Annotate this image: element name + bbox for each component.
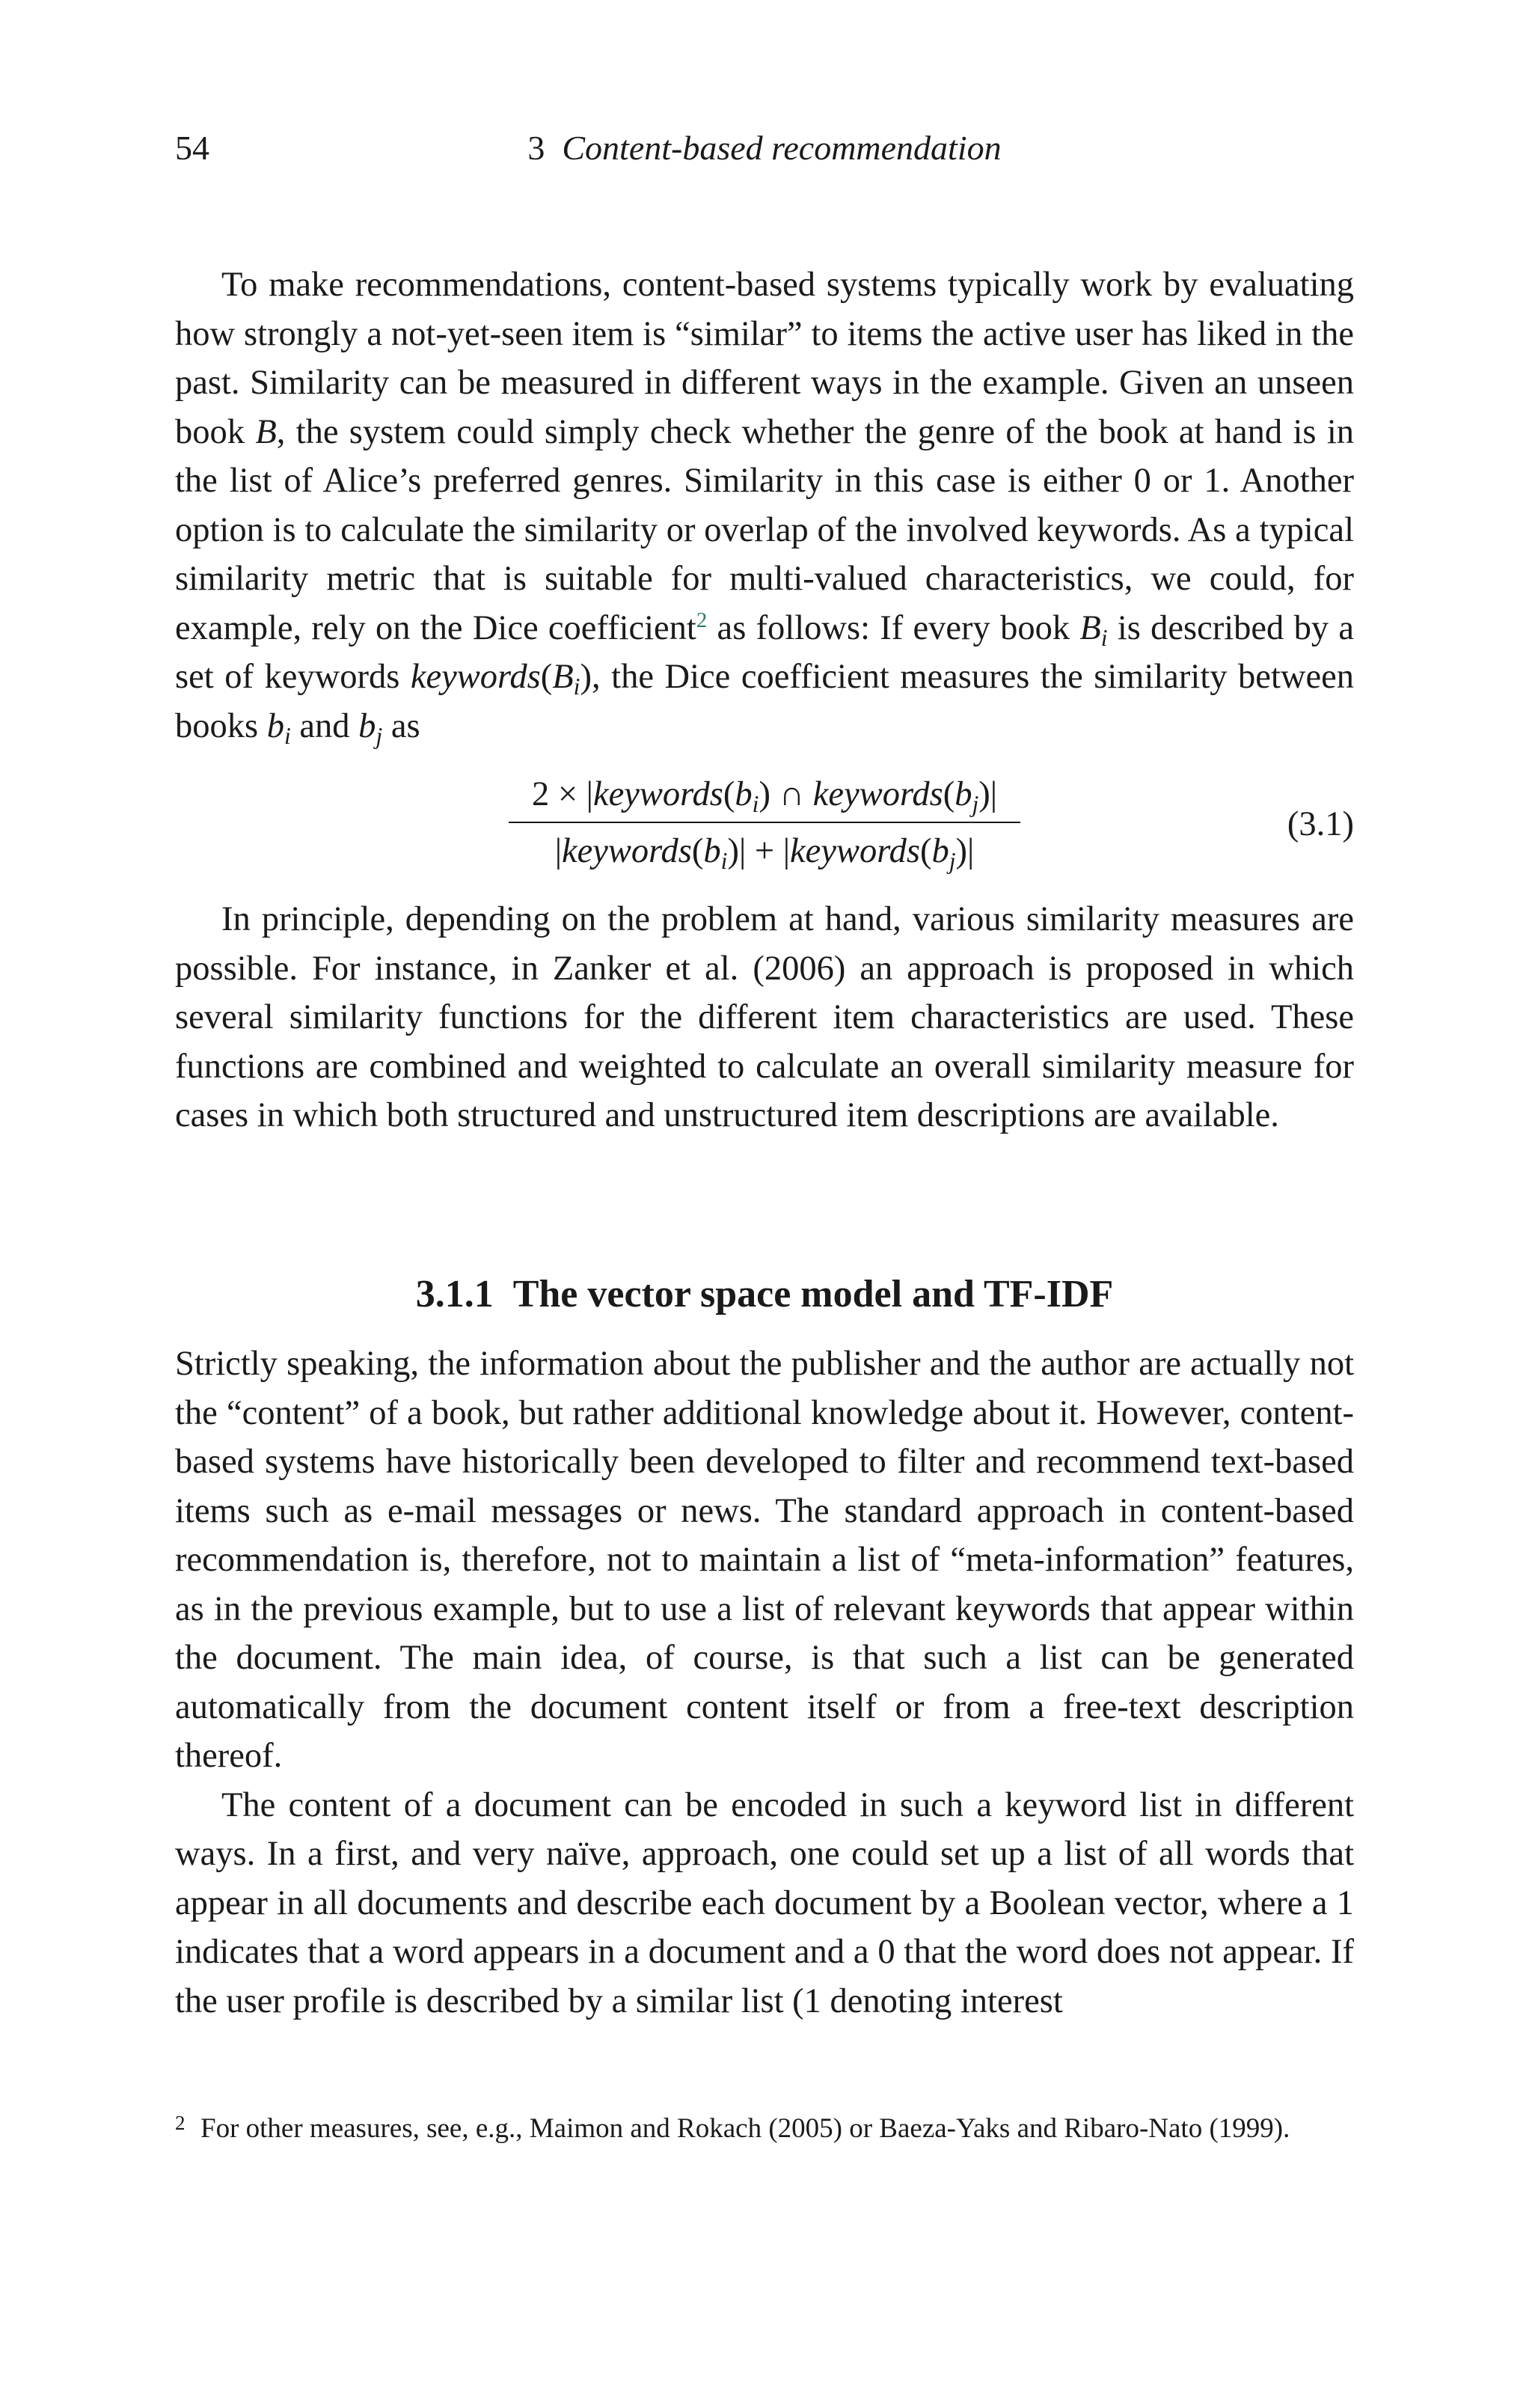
eq-func: keywords: [790, 832, 920, 870]
paragraph-dice-intro: To make recommendations, content-based systems typically work by evaluating how strongly a not-yet-seen item is “similar” to items the active user has liked in the past. Similarity can be measured in different ways in the example. Given an unseen book B, the system could simply check whether the genre of the book at hand is in the list of Alice’s preferred genres. Similarity in this case is either 0 or 1. Another option is to calculate the similarity or overlap of the involved keywords. As a typical similarity metric that is suitable for multi-valued characteristics, we could, for example, rely on the Dice coefficient$^2$ as follows: If every book $B_i$ is described by a set of keywords $keywords(B_i)$, the Dice coefficient measures the similarity between books $b_i$ and $b_j$ as: [175, 266, 1355, 749]
body-block-similarity: [175, 895, 1354, 1140]
math-subscript: i: [284, 722, 291, 749]
math-var: B: [1079, 608, 1101, 647]
text-run: , the Dice coefficient measures the similarity between books: [175, 658, 1354, 745]
math-var: b: [358, 706, 376, 745]
eq-op: ∩: [779, 775, 805, 813]
footnote: [175, 2112, 1354, 2146]
body-block-vector-space: [175, 1339, 1354, 2026]
equation-numerator: $2 \times |keywords(b_i)$ ∩ $keywords(b_j)|$: [531, 775, 998, 817]
eq-sub: i: [752, 790, 759, 817]
eq-sub: j: [972, 790, 979, 817]
chapter-number: 3: [527, 129, 545, 167]
text-run: as follows: If every book: [707, 608, 1080, 647]
footnote-ref[interactable]: 2: [696, 608, 708, 632]
section-heading: [175, 1271, 1354, 1318]
math-func: keywords: [410, 658, 541, 696]
chapter-title-text: Content-based recommendation: [562, 129, 1002, 167]
eq-text: 2 × |: [531, 775, 593, 813]
equation-denominator: $|keywords(b_i)|$ + $|keywords(b_j)|$: [554, 832, 975, 874]
math-subscript: j: [376, 722, 383, 749]
math-var: B: [255, 412, 277, 451]
math-subscript: i: [573, 673, 580, 700]
paragraph-content-definition: Strictly speaking, the information about the publisher and the author are actually not the “content” of a book, but rather additional knowledge about it. However, content-based systems have historically been developed to filter and recommend text-based items such as e-mail messages or news. The standard approach in content-based recommendation is, therefore, not to maintain a list of “meta-information” features, as in the previous example, but to use a list of relevant keywords that appear within the document. The main idea, of course, is that such a list can be generated automatically from the document content itself or from a free-text description thereof.: [175, 1345, 1354, 1775]
eq-var: b: [931, 832, 949, 870]
equation-number: (3.1): [1287, 805, 1354, 843]
running-head: [175, 126, 1354, 171]
chapter-title: [175, 126, 1354, 171]
eq-op: +: [754, 832, 775, 870]
eq-var: b: [735, 775, 753, 813]
paragraph-similarity-measures: In principle, depending on the problem at hand, various similarity measures are possible. For instance, in Zanker et al. (2006) an approach is proposed in which several similarity functions for the different item characteristics are used. These functions are combined and weighted to calculate an overall similarity measure for cases in which both structured and unstructured item descriptions are available.: [175, 900, 1354, 1134]
footnote-mark: 2: [175, 2112, 186, 2134]
text-run: To make recommendations, content-based systems typically work by evaluating how strongly a not-yet-seen item is “similar” to items the active user has liked in the past. Similarity can be measured in different ways in the example. Given an unseen book: [175, 266, 1354, 451]
text-run: is described by a set of keywords: [175, 608, 1355, 696]
text-run: , the system could simply check whether the genre of the book at hand is in the list of Alice’s preferred genres. Similarity in this case is either 0 or 1. Another option is to calculate the similarity or overlap of the involved keywords. As a typical similarity metric that is suitable for multi-valued characteristics, we could, for example, rely on the Dice coefficient: [175, 412, 1354, 647]
eq-var: b: [955, 775, 972, 813]
equation-dice-coefficient: [175, 772, 1354, 884]
eq-func: keywords: [812, 775, 943, 813]
body-block-intro: [175, 260, 1354, 751]
section-title: The vector space model and TF-IDF: [512, 1273, 1114, 1315]
footnote-text: For other measures, see, e.g., Maimon and Rokach (2005) or Baeza-Yaks and Ribaro-Nato (1999).: [200, 2113, 1290, 2144]
eq-func: keywords: [593, 775, 723, 813]
fraction: [503, 772, 1026, 874]
math-var: b: [266, 706, 284, 745]
section-number: 3.1.1: [415, 1273, 494, 1315]
paragraph-keyword-list: The content of a document can be encoded in such a keyword list in different ways. In a first, and very naïve, approach, one could set up a list of all words that appear in all documents and describe each document by a Boolean vector, where a 1 indicates that a word appears in a document and a 0 that the word does not appear. If the user profile is described by a similar list (1 denoting interest: [175, 1785, 1354, 2020]
eq-func: keywords: [562, 832, 692, 870]
page-number: 54: [175, 129, 209, 167]
math-subscript: i: [1100, 624, 1108, 651]
math-var: B: [552, 658, 574, 696]
eq-sub: i: [720, 847, 728, 874]
text-run: and: [290, 706, 359, 745]
eq-var: b: [703, 832, 721, 870]
eq-sub: j: [949, 847, 956, 874]
text-run: as: [382, 706, 420, 745]
